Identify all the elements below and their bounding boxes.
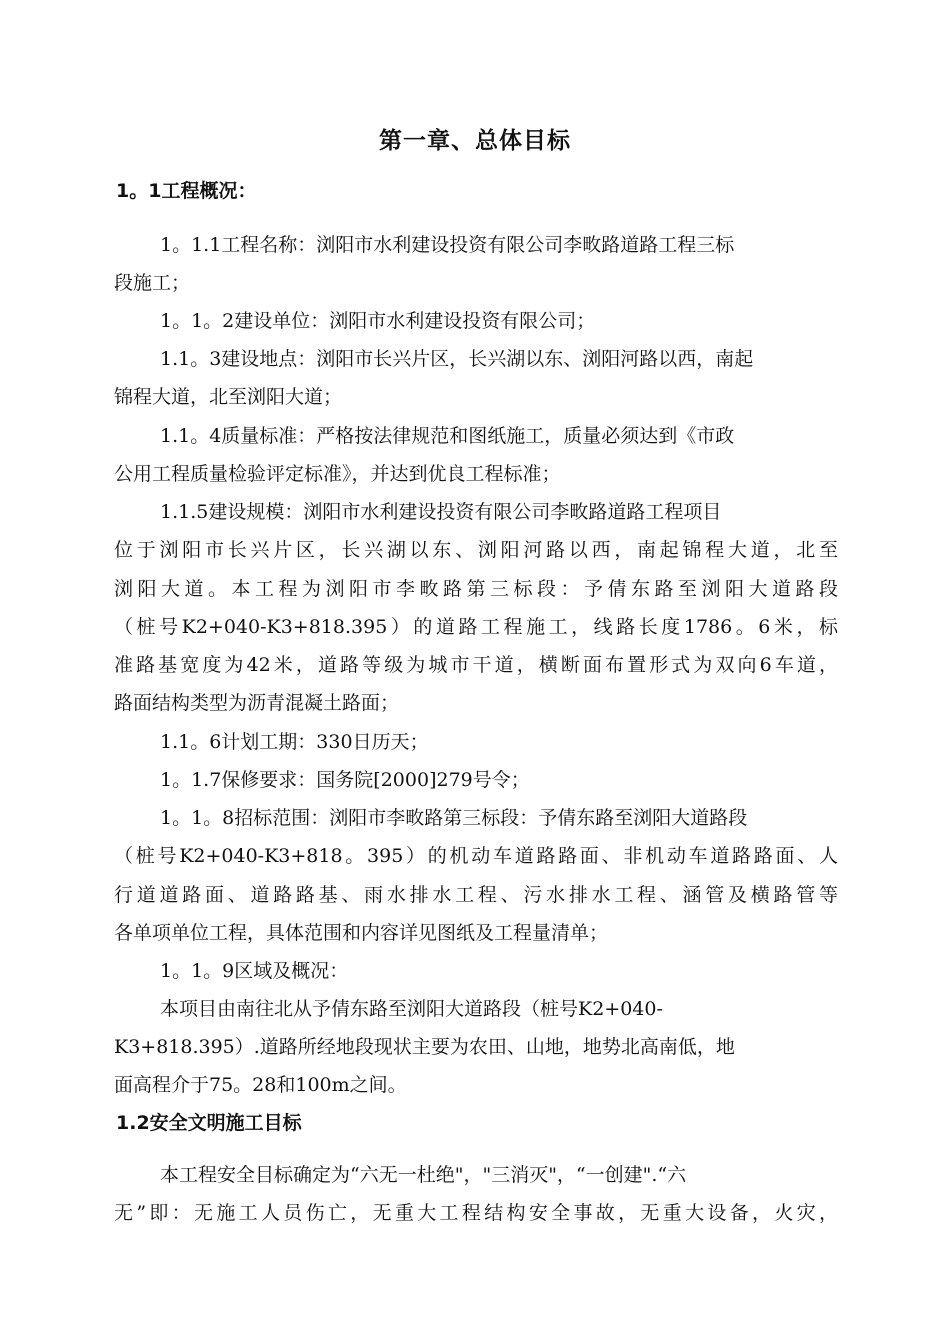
section-heading-1-2: 1.2安全文明施工目标 (116, 1112, 302, 1134)
paragraph-line: 本工程安全目标确定为“六无一杜绝"，"三消灭"，“一创建".“六 (160, 1164, 687, 1186)
paragraph-line: 段施工； (114, 272, 191, 294)
paragraph-line: 无”即：无施工人员伤亡，无重大工程结构安全事故，无重大设备，火灾， (114, 1202, 838, 1224)
chapter-title: 第一章、总体目标 (379, 128, 571, 154)
paragraph-line: 本项目由南往北从予倩东路至浏阳大道路段（桩号K2+040- (160, 998, 663, 1020)
paragraph-line: 1。1。8招标范围：浏阳市李畋路第三标段：予倩东路至浏阳大道路段 (160, 807, 748, 829)
paragraph-line: 1。1。9区域及概况： (160, 960, 349, 982)
section-heading-1-1: 1。1工程概况： (116, 180, 257, 202)
paragraph-line: 1.1。4质量标准：严格按法律规范和图纸施工，质量必须达到《市政 (160, 425, 735, 447)
paragraph-line: 1。1.1工程名称：浏阳市水利建设投资有限公司李畋路道路工程三标 (160, 234, 735, 256)
paragraph-line: 1.1。3建设地点：浏阳市长兴片区，长兴湖以东、浏阳河路以西，南起 (160, 348, 754, 370)
paragraph-line: 位于浏阳市长兴片区，长兴湖以东、浏阳河路以西，南起锦程大道，北至 (114, 539, 838, 561)
paragraph-line: 行道道路面、道路路基、雨水排水工程、污水排水工程、涵管及横路管等 (114, 884, 838, 906)
paragraph-line: 准路基宽度为42米，道路等级为城市干道，横断面布置形式为双向6车道， (114, 654, 838, 676)
paragraph-line: K3+818.395）.道路所经地段现状主要为农田、山地，地势北高南低，地 (114, 1036, 735, 1058)
paragraph-line: （桩号K2+040-K3+818。395）的机动车道路路面、非机动车道路路面、人 (114, 845, 838, 867)
paragraph-line: 1.1。6计划工期：330日历天； (160, 731, 429, 753)
paragraph-line: 1。1.7保修要求：国务院[2000]279号令； (160, 769, 530, 791)
paragraph-line: 1.1.5建设规模：浏阳市水利建设投资有限公司李畋路道路工程项目 (160, 501, 722, 523)
paragraph-line: 面高程介于75。28和100m之间。 (114, 1074, 407, 1096)
paragraph-line: 各单项单位工程，具体范围和内容详见图纸及工程量清单； (114, 922, 609, 944)
paragraph-line: 浏阳大道。本工程为浏阳市李畋路第三标段：予倩东路至浏阳大道路段 (114, 578, 838, 600)
paragraph-line: 路面结构类型为沥青混凝土路面； (114, 692, 400, 714)
paragraph-line: （桩号K2+040-K3+818.395）的道路工程施工，线路长度1786。6米，标 (114, 616, 838, 638)
paragraph-line: 1。1。2建设单位：浏阳市水利建设投资有限公司； (160, 310, 596, 332)
paragraph-line: 公用工程质量检验评定标准》，并达到优良工程标准； (114, 463, 561, 485)
paragraph-line: 锦程大道，北至浏阳大道； (114, 386, 343, 408)
